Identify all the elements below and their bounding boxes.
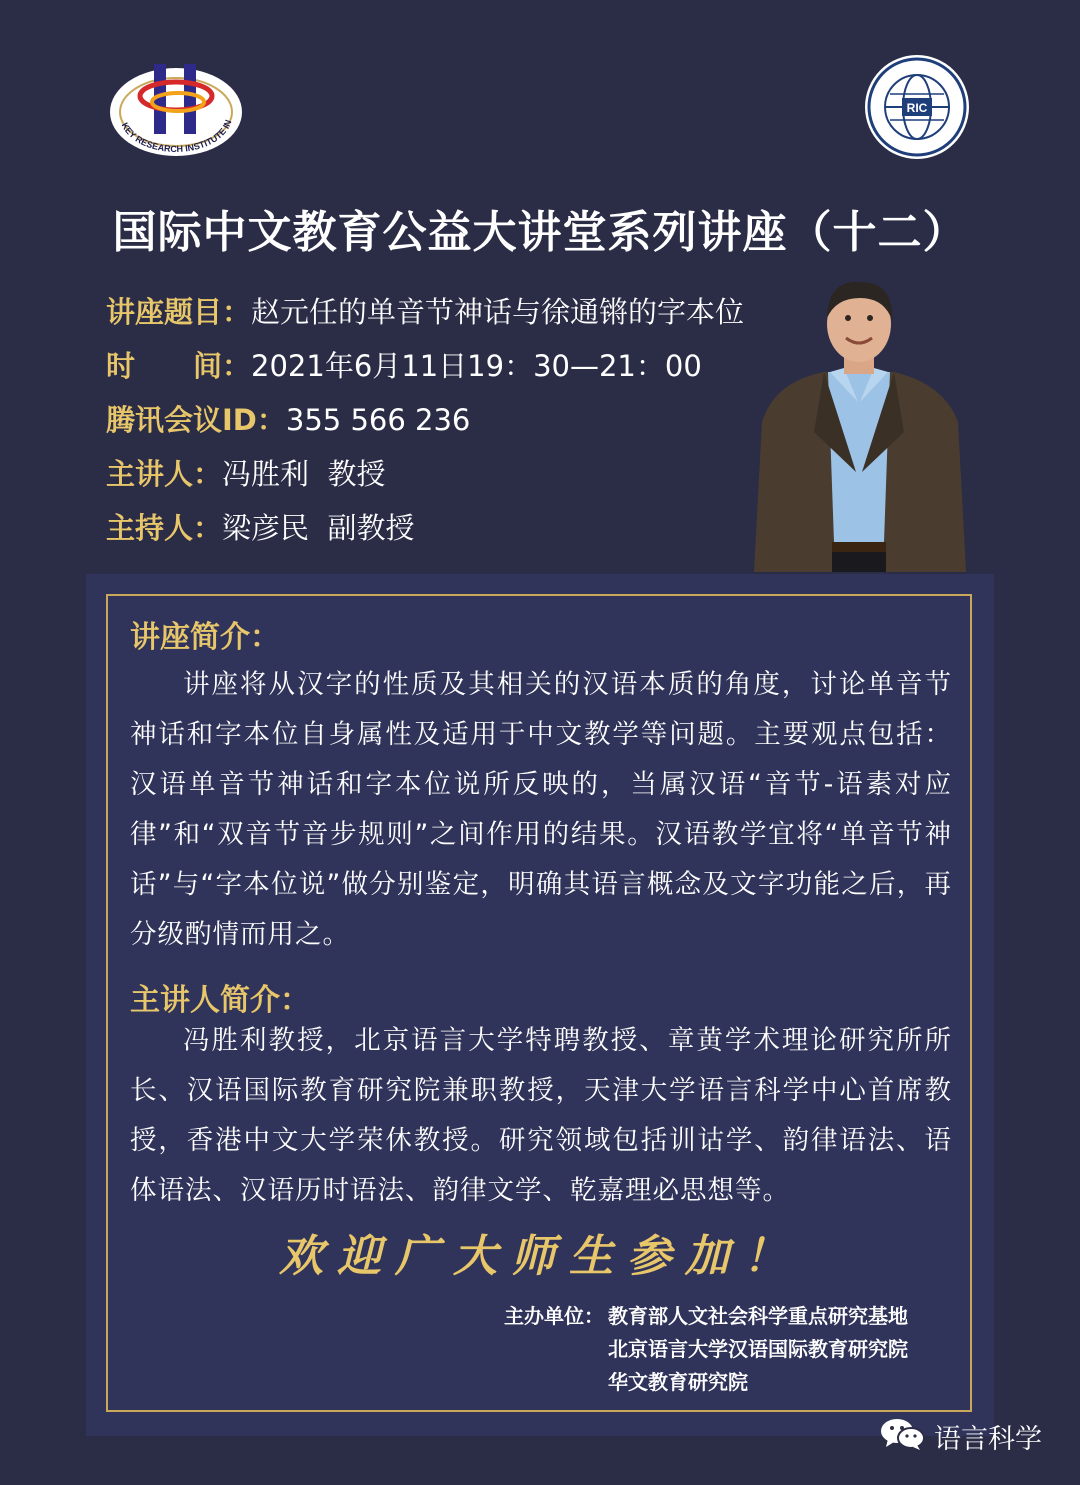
wechat-icon: [880, 1417, 926, 1455]
info-value: 冯胜利 教授: [222, 457, 386, 491]
speaker-intro-text: 冯胜利教授，北京语言大学特聘教授、章黄学术理论研究所所长、汉语国际教育研究院兼职教授，天津大学语言科学中心首席教授，香港中文大学荣休教授。研究领域包括训诂学、韵律语法、语体语法、汉语历时语法、韵律文学、乾嘉理必思想等。: [130, 1025, 952, 1206]
speaker-photo: [744, 272, 970, 572]
lecture-info: [106, 290, 746, 560]
info-label: 腾讯会议ID：: [106, 403, 286, 437]
ric-logo: [862, 52, 972, 162]
info-row-topic: [106, 290, 746, 344]
info-label: 讲座题目：: [106, 295, 252, 329]
info-row-meeting-id: [106, 398, 746, 452]
info-row-speaker: [106, 452, 746, 506]
organizer-list: [608, 1300, 908, 1399]
lecture-intro-heading: 讲座简介：: [130, 620, 280, 655]
info-label: 主持人：: [106, 511, 223, 545]
info-row-host: [106, 506, 746, 560]
organizer-line: 北京语言大学汉语国际教育研究院: [608, 1337, 908, 1361]
organizer-label: 主办单位：: [504, 1304, 604, 1328]
info-label: 时 间：: [106, 349, 252, 383]
wechat-account-name: 语言科学: [934, 1423, 1042, 1455]
info-value: 355 566 236: [285, 403, 471, 437]
organizer-line: 华文教育研究院: [608, 1370, 748, 1394]
svg-text:RIC: RIC: [906, 101, 928, 115]
info-value: 2021年6月11日19：30—21：00: [251, 349, 702, 383]
info-row-time: [106, 344, 746, 398]
lecture-series-title: 国际中文教育公益大讲堂系列讲座（十二）: [112, 207, 968, 258]
info-value: 赵元任的单音节神话与徐通锵的字本位: [251, 295, 745, 329]
info-label: 主讲人：: [106, 457, 223, 491]
speaker-intro-heading: 主讲人简介：: [130, 983, 310, 1018]
welcome-slogan: 欢迎广大师生参加！: [279, 1231, 801, 1282]
wechat-account-watermark: [880, 1416, 1042, 1456]
university-key-research-logo: [106, 56, 246, 160]
info-value: 梁彦民 副教授: [222, 511, 415, 545]
svg-text:KEY RESEARCH INSTITUTE IN UNIV: KEY RESEARCH INSTITUTE IN: [119, 118, 234, 155]
organizer-line: 教育部人文社会科学重点研究基地: [608, 1304, 908, 1328]
lecture-intro-text: 讲座将从汉字的性质及其相关的汉语本质的角度，讨论单音节神话和字本位自身属性及适用于中文教学等问题。主要观点包括：汉语单音节神话和字本位说所反映的，当属汉语“音节-语素对应律”和“双音节音步规则”之间作用的结果。汉语教学宜将“单音节神话”与“字本位说”做分别鉴定，明确其语言概念及文字功能之后，再分级酌情而用之。: [130, 669, 952, 950]
